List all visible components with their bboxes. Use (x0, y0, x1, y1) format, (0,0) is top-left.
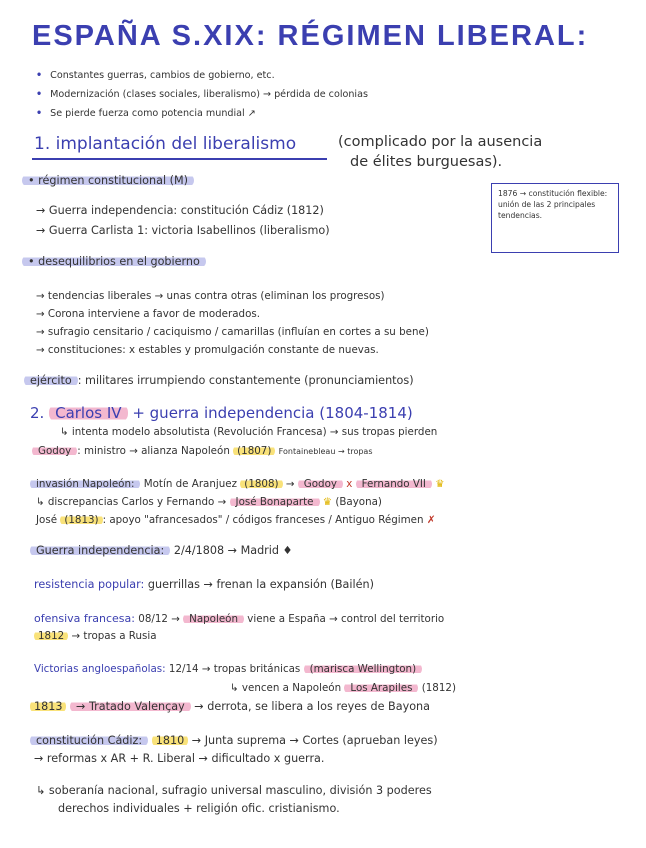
tratado-text: → derrota, se libera a los reyes de Bayona (194, 700, 430, 713)
section1-note-line1: (complicado por la ausencia (338, 134, 543, 150)
invasion-label: invasión Napoleón: (30, 478, 140, 490)
cadiz-year: 1810 (152, 734, 188, 747)
godoy-label: Godoy (32, 445, 77, 457)
ejercito-text: : militares irrumpiendo constantemente (pronunciamientos) (77, 374, 414, 387)
guerra-label: Guerra independencia: (30, 544, 170, 557)
desequilibrios-line: → sufragio censitario / caciquismo / camarillas (influían en cortes a su bene) (36, 326, 429, 338)
jose-text: : apoyo "afrancesados" / códigos franceses / Antiguo Régimen (102, 514, 424, 526)
resistencia-label: resistencia popular: (34, 578, 145, 591)
section1-heading: 1. implantación del liberalismo (34, 134, 297, 154)
rusia-text: → tropas a Rusia (71, 630, 157, 642)
arapiles-year: (1812) (421, 682, 456, 694)
guerra-text: 2/4/1808 → Madrid ♦ (173, 544, 293, 557)
ofensiva-text: 08/12 → (138, 613, 180, 625)
intro-bullet-text: Constantes guerras, cambios de gobierno, etc. (50, 70, 275, 81)
tratado-label: → Tratado Valençay (70, 700, 191, 713)
section1-underline (32, 158, 327, 160)
regimen-line: → Guerra Carlista 1: victoria Isabellinos (liberalismo) (36, 224, 330, 237)
regimen-label: • régimen constitucional (M) (22, 174, 194, 187)
ejercito-label: ejército (24, 374, 78, 387)
desequilibrios-label: • desequilibrios en el gobierno (22, 255, 206, 268)
tratado-year: 1813 (30, 700, 66, 713)
soberania-line2: derechos individuales + religión ofic. cristianismo. (58, 802, 340, 815)
intro-bullet (36, 108, 256, 119)
intro-bullet (36, 89, 368, 100)
ofensiva-napoleon: Napoleón (183, 613, 244, 625)
discrepancias-text: ↳ discrepancias Carlos y Fernando → (36, 496, 227, 508)
intro-bullet (36, 70, 275, 81)
godoy-tail: Fontainebleau → tropas (278, 447, 373, 456)
rusia-year: 1812 (34, 630, 68, 642)
section1-note-line2: de élites burguesas). (350, 154, 503, 170)
regimen-line: → Guerra independencia: constitución Cádiz (1812) (36, 204, 324, 217)
cadiz-text: → Junta suprema → Cortes (aprueban leyes) (191, 734, 438, 747)
box-text: 1876 → constitución flexible: unión de las 2 principales tendencias. (498, 189, 608, 220)
absolutism-line: ↳ intenta modelo absolutista (Revolución Francesa) → sus tropas pierden (60, 426, 438, 438)
bullet-dot: • (36, 70, 43, 81)
invasion-fernando: Fernando VII (356, 478, 432, 490)
desequilibrios-line: → tendencias liberales → unas contra otras (eliminan los progresos) (36, 290, 385, 302)
section2-years: (1804-1814) (319, 404, 413, 422)
carlos-iv: Carlos IV (49, 404, 127, 422)
jose-year: (1813) (60, 514, 102, 526)
crown-icon: ♛ (435, 478, 445, 490)
victorias-text: 12/14 → tropas británicas (168, 663, 301, 675)
ofensiva-tail: viene a España → control del territorio (247, 613, 445, 625)
jose-label: José (36, 514, 58, 526)
arapiles: Los Arapiles (344, 682, 418, 694)
intro-bullet-text: Se pierde fuerza como potencia mundial ↗ (50, 108, 256, 119)
versus-mark: x (346, 478, 353, 490)
cadiz-label: constitución Cádiz: (30, 734, 148, 747)
discrepancias-tail: (Bayona) (335, 496, 382, 508)
bullet-dot: • (36, 108, 43, 119)
wellington: (marisca Wellington) (304, 663, 423, 675)
intro-bullet-text: Modernización (clases sociales, liberalismo) → pérdida de colonias (50, 89, 368, 100)
godoy-text: : ministro → alianza Napoleón (77, 445, 230, 457)
section2-number: 2. (30, 404, 45, 422)
invasion-year: (1808) (240, 478, 282, 490)
victorias-line2: ↳ vencen a Napoleón (230, 682, 342, 694)
section2-heading: + guerra independencia (132, 404, 315, 422)
crown-icon: ♛ (322, 496, 333, 508)
godoy-year: (1807) (233, 445, 275, 457)
desequilibrios-line: → constituciones: x estables y promulgación constante de nuevas. (36, 344, 379, 356)
page-title: ESPAÑA S.XIX: RÉGIMEN LIBERAL: (32, 20, 589, 52)
constitution-1876-box (491, 183, 619, 253)
cadiz-line2: → reformas x AR + R. Liberal → dificultado x guerra. (34, 752, 325, 765)
resistencia-text: guerrillas → frenan la expansión (Bailén) (147, 578, 374, 591)
cross-icon: ✗ (426, 514, 436, 526)
ofensiva-label: ofensiva francesa: (34, 612, 135, 625)
soberania-line1: ↳ soberanía nacional, sufragio universal masculino, división 3 poderes (36, 784, 432, 797)
bullet-dot: • (36, 89, 43, 100)
victorias-label: Victorias angloespañolas: (34, 663, 166, 675)
jose-bonaparte: José Bonaparte (230, 496, 320, 508)
desequilibrios-line: → Corona interviene a favor de moderados. (36, 308, 261, 320)
invasion-godoy: Godoy (298, 478, 343, 490)
invasion-text: Motín de Aranjuez (143, 478, 238, 490)
